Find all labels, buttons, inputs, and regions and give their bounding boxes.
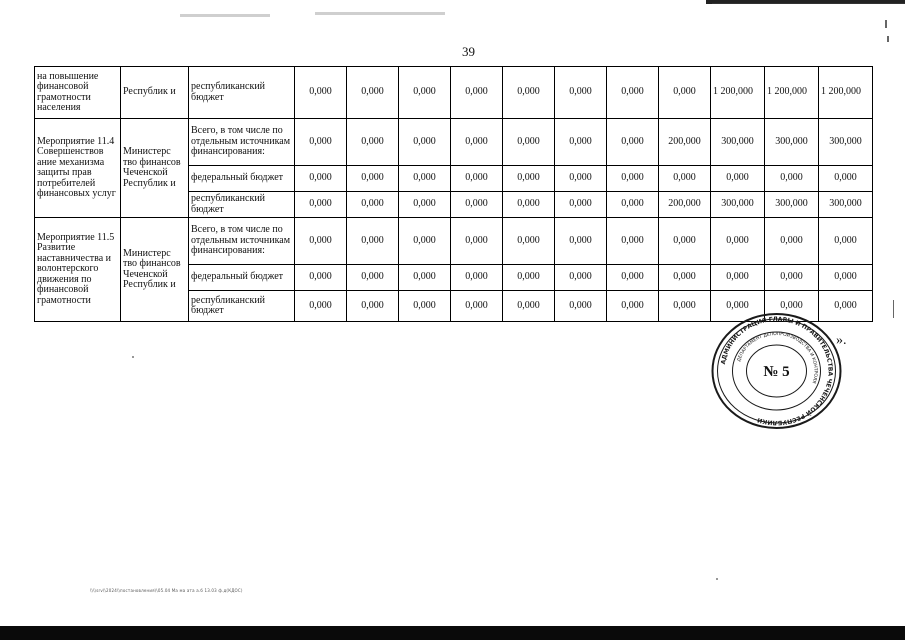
value-cell: 0,000 xyxy=(555,119,607,166)
value-cell: 0,000 xyxy=(503,265,555,291)
value-cell: 0,000 xyxy=(819,166,873,192)
footer-file-code: \\\\srv\\2024\\постановления\\05.04 Ма ма ата а.б 13.03 ф.д(КДОС) xyxy=(90,588,243,593)
value-cell: 0,000 xyxy=(607,192,659,218)
value-cell: 0,000 xyxy=(503,291,555,322)
funding-source-cell: республиканский бюджет xyxy=(189,291,295,322)
value-cell: 0,000 xyxy=(503,192,555,218)
scan-bottom-edge xyxy=(0,626,905,640)
value-cell: 0,000 xyxy=(659,218,711,265)
value-cell: 0,000 xyxy=(399,218,451,265)
value-cell: 0,000 xyxy=(347,67,399,119)
table-row xyxy=(35,67,873,119)
value-cell: 0,000 xyxy=(295,119,347,166)
value-cell: 0,000 xyxy=(347,291,399,322)
scan-smudge xyxy=(180,14,270,17)
value-cell: 0,000 xyxy=(503,218,555,265)
value-cell: 300,000 xyxy=(711,119,765,166)
table-row xyxy=(35,119,873,166)
value-cell: 0,000 xyxy=(451,218,503,265)
value-cell: 0,000 xyxy=(347,192,399,218)
value-cell: 0,000 xyxy=(711,265,765,291)
value-cell: 0,000 xyxy=(295,218,347,265)
value-cell: 0,000 xyxy=(399,291,451,322)
seal-number: № 5 xyxy=(763,364,790,380)
scan-speck xyxy=(132,356,134,358)
value-cell: 0,000 xyxy=(555,67,607,119)
value-cell: 0,000 xyxy=(295,192,347,218)
table-row xyxy=(35,218,873,265)
value-cell: 0,000 xyxy=(451,291,503,322)
value-cell: 0,000 xyxy=(555,291,607,322)
value-cell: 0,000 xyxy=(765,218,819,265)
seal-inner-text: ДЕПАРТАМЕНТ ДЕЛОПРОИЗВОДСТВА И КОНТРОЛЯ xyxy=(736,331,818,384)
funding-source-cell: Всего, в том числе по отдельным источникам финансирования: xyxy=(189,119,295,166)
value-cell: 0,000 xyxy=(347,218,399,265)
value-cell: 0,000 xyxy=(607,67,659,119)
seal-ring-text: АДМИНИСТРАЦИЯ ГЛАВЫ И ПРАВИТЕЛЬСТВА ЧЕЧЕНСКОЙ РЕСПУБЛИКИ xyxy=(719,315,834,427)
scan-mark xyxy=(893,300,894,318)
value-cell: 0,000 xyxy=(503,67,555,119)
value-cell: 0,000 xyxy=(819,291,873,322)
value-cell: 0,000 xyxy=(347,166,399,192)
value-cell: 1 200,000 xyxy=(765,67,819,119)
value-cell: 300,000 xyxy=(819,119,873,166)
value-cell: 0,000 xyxy=(555,166,607,192)
event-cell: на повышение финансовой грамотности населения xyxy=(35,67,121,119)
value-cell: 200,000 xyxy=(659,192,711,218)
value-cell: 0,000 xyxy=(555,265,607,291)
value-cell: 0,000 xyxy=(451,119,503,166)
scan-mark xyxy=(885,20,887,28)
value-cell: 0,000 xyxy=(503,119,555,166)
value-cell: 0,000 xyxy=(711,291,765,322)
value-cell: 0,000 xyxy=(295,166,347,192)
value-cell: 0,000 xyxy=(659,166,711,192)
budget-table-body xyxy=(35,67,873,322)
funding-source-cell: республиканский бюджет xyxy=(189,67,295,119)
funding-source-cell: федеральный бюджет xyxy=(189,166,295,192)
value-cell: 0,000 xyxy=(503,166,555,192)
value-cell: 0,000 xyxy=(399,67,451,119)
event-cell: Мероприятие 11.4 Совершенствов ание механизма защиты прав потребителей финансовых услуг xyxy=(35,119,121,218)
seal-graphic xyxy=(709,312,844,430)
value-cell: 0,000 xyxy=(451,166,503,192)
value-cell: 0,000 xyxy=(607,166,659,192)
value-cell: 0,000 xyxy=(347,119,399,166)
official-seal xyxy=(709,312,844,430)
value-cell: 0,000 xyxy=(765,166,819,192)
value-cell: 0,000 xyxy=(399,166,451,192)
value-cell: 0,000 xyxy=(659,265,711,291)
value-cell: 0,000 xyxy=(399,119,451,166)
value-cell: 0,000 xyxy=(347,265,399,291)
value-cell: 0,000 xyxy=(399,192,451,218)
value-cell: 0,000 xyxy=(819,218,873,265)
closing-quote: ». xyxy=(836,333,847,348)
value-cell: 200,000 xyxy=(659,119,711,166)
value-cell: 0,000 xyxy=(607,119,659,166)
value-cell: 0,000 xyxy=(295,291,347,322)
scan-smudge xyxy=(315,12,445,15)
value-cell: 300,000 xyxy=(711,192,765,218)
value-cell: 0,000 xyxy=(555,192,607,218)
value-cell: 0,000 xyxy=(295,67,347,119)
budget-table xyxy=(34,66,873,322)
value-cell: 0,000 xyxy=(659,67,711,119)
page-number: 39 xyxy=(462,44,475,59)
value-cell: 0,000 xyxy=(451,67,503,119)
value-cell: 0,000 xyxy=(819,265,873,291)
value-cell: 0,000 xyxy=(451,192,503,218)
executor-cell: Республик и xyxy=(121,67,189,119)
value-cell: 0,000 xyxy=(607,291,659,322)
executor-cell: Министерс тво финансов Чеченской Республик и xyxy=(121,119,189,218)
value-cell: 0,000 xyxy=(555,218,607,265)
value-cell: 0,000 xyxy=(765,265,819,291)
scan-mark xyxy=(887,36,889,42)
value-cell: 0,000 xyxy=(607,265,659,291)
value-cell: 300,000 xyxy=(765,192,819,218)
value-cell: 300,000 xyxy=(819,192,873,218)
value-cell: 0,000 xyxy=(711,166,765,192)
value-cell: 300,000 xyxy=(765,119,819,166)
value-cell: 0,000 xyxy=(399,265,451,291)
value-cell: 0,000 xyxy=(659,291,711,322)
scan-speck xyxy=(716,578,718,580)
value-cell: 1 200,000 xyxy=(711,67,765,119)
funding-source-cell: республиканский бюджет xyxy=(189,192,295,218)
funding-source-cell: федеральный бюджет xyxy=(189,265,295,291)
value-cell: 0,000 xyxy=(451,265,503,291)
value-cell: 1 200,000 xyxy=(819,67,873,119)
value-cell: 0,000 xyxy=(765,291,819,322)
value-cell: 0,000 xyxy=(607,218,659,265)
funding-source-cell: Всего, в том числе по отдельным источникам финансирования: xyxy=(189,218,295,265)
scan-top-border xyxy=(712,3,905,4)
event-cell: Мероприятие 11.5 Развитие наставничества и волонтерского движения по финансовой грамотности xyxy=(35,218,121,322)
value-cell: 0,000 xyxy=(711,218,765,265)
value-cell: 0,000 xyxy=(295,265,347,291)
executor-cell: Министерс тво финансов Чеченской Республик и xyxy=(121,218,189,322)
